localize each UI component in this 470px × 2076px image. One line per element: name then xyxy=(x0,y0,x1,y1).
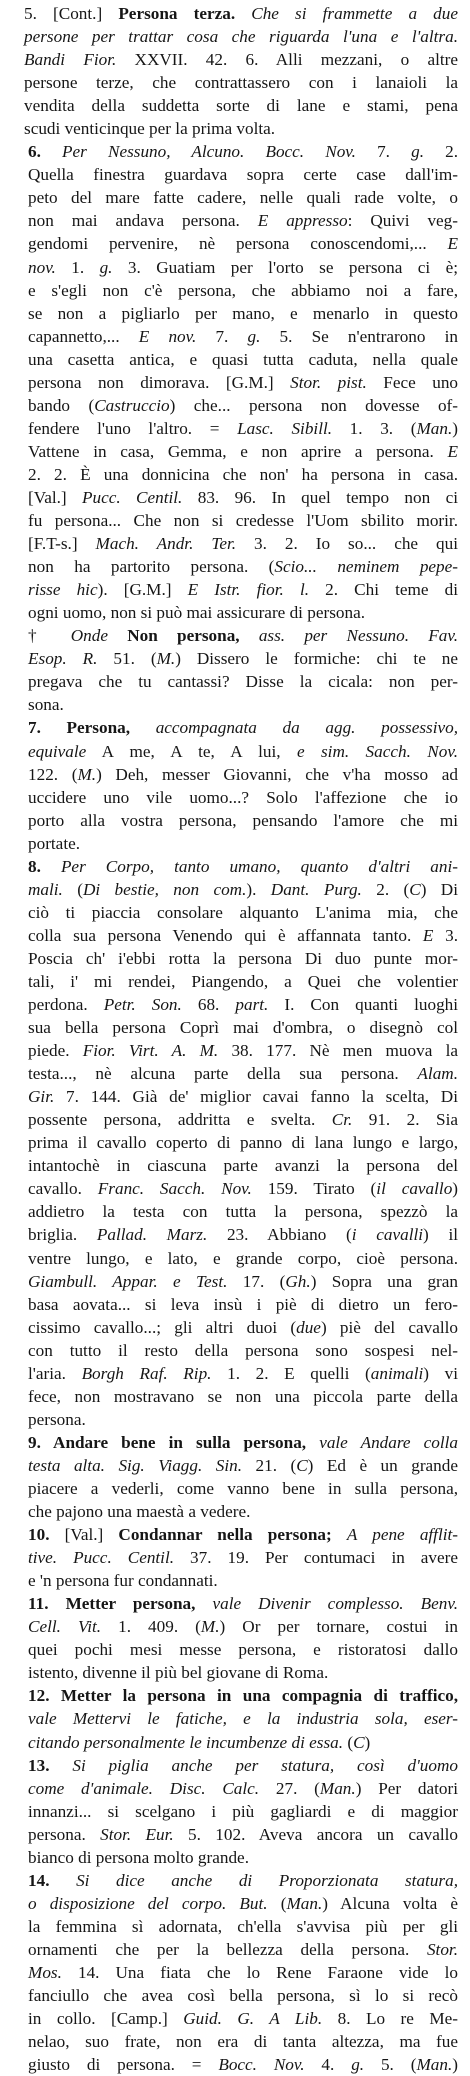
text-line: perdona. Petr. Son. 68. part. I. Con quanti luoghi xyxy=(28,995,459,1015)
text-line: non ha partorito persona. (Scio... neminem pepe- xyxy=(28,557,458,577)
text-line: fendere l'uno l'altro. = Lasc. Sibill. 1. 3. (Man.) xyxy=(28,418,458,438)
text-line: l'aria. Borgh Raf. Rip. 1. 2. E quelli (animali) vi xyxy=(28,1363,458,1383)
text-line: addietro la testa con tutta la persona, spezzò la xyxy=(28,1202,458,1222)
text-line: portate. xyxy=(28,833,81,853)
text-line: fu persona... Che non si credesse l'Uom sbilito morir. xyxy=(28,511,458,531)
text-line: cavallo. Franc. Sacch. Nov. 159. Tirato (il cavallo) xyxy=(28,1179,459,1199)
text-line: 6. Per Nessuno, Alcuno. Bocc. Nov. 7. g. 2. xyxy=(28,142,459,162)
text-line: Vattene in casa, Gemma, e non aprire a persona. E xyxy=(28,441,458,461)
text-line: innanzi... si scelgano i più gagliardi e di maggior xyxy=(28,1801,458,1821)
text-line: persona non dimorava. [G.M.] Stor. pist. Fece uno xyxy=(28,372,459,392)
text-line: non mai andava persona. E appresso: Quivi veg- xyxy=(28,211,458,231)
text-line: 122. (M.) Deh, messer Giovanni, che v'ha mosso ad xyxy=(28,764,458,784)
entry-11 xyxy=(18,1592,458,1684)
text-line: testa..., nè alcuna parte della sua persona. Alam. xyxy=(28,1064,458,1084)
text-line: 11. Metter persona, vale Divenir complesso. Benv. xyxy=(28,1594,459,1614)
entry-9 xyxy=(18,1431,458,1523)
text-line: 13. Si piglia anche per statura, così d'uomo xyxy=(28,1755,459,1775)
text-line: tali, i' mi rendei, Piangendo, a Quei che volentier xyxy=(28,971,458,991)
text-line: colla sua persona Venendo qui è affannata tanto. E 3. xyxy=(28,925,458,945)
text-line: scudi venticinque per la prima volta. xyxy=(24,119,276,139)
text-line: ciò ti piaccia consolare alquanto L'anima mia, che xyxy=(28,902,458,922)
text-line: Giambull. Appar. e Test. 17. (Gh.) Sopra una gran xyxy=(28,1271,458,1291)
text-line: bianco di persona molto grande. xyxy=(28,1847,249,1867)
text-line: persone terze, che contrattassero con i lanaioli la xyxy=(24,73,458,93)
text-line: la femmina sì adornata, ch'ella s'avvisa più per gli xyxy=(28,1916,458,1936)
text-line: se non a pigliarlo per mano, e menarlo in questo xyxy=(28,303,458,323)
text-line: possente persona, addritta e svelta. Cr. 91. 2. Sia xyxy=(28,1110,458,1130)
text-line: vendita della suddetta sorte di lane e stami, pena xyxy=(24,96,458,116)
text-line: e s'egli non c'è persona, che abbiamo noi a fare, xyxy=(28,280,458,300)
text-line: Esop. R. 51. (M.) Dissero le formiche: chi te ne xyxy=(28,649,459,669)
text-line: persona. Stor. Eur. 5. 102. Aveva ancora un cavallo xyxy=(28,1824,459,1844)
text-line: 10. [Val.] Condannar nella persona; A pene afflit- xyxy=(28,1525,459,1545)
entry-12 xyxy=(18,1684,458,1753)
text-line: intantochè in ciascuna parte avanzi la persona del xyxy=(28,1156,458,1176)
text-line: capannetto,... E nov. 7. g. 5. Se n'entrarono in xyxy=(28,326,459,346)
text-line: gendomi pervenire, nè persona conoscendomi,... E xyxy=(28,234,458,254)
text-line: Mos. 14. Una fiata che lo Rene Faraone vide lo xyxy=(28,1962,458,1982)
text-line: una casetta antica, e quasi tutta caduta, nella quale xyxy=(28,349,458,369)
text-line: fece, non mostravano se non una piccola parte della xyxy=(28,1386,458,1406)
text-line: Gir. 7. 144. Già de' miglior cavai fanno la scelta, Di xyxy=(28,1087,458,1107)
text-line: istento, divenne il più bel giovane di Roma. xyxy=(28,1663,329,1683)
text-line: Poscia ch' i'ebbi rotta la persona Di duo punte mor- xyxy=(28,948,458,968)
text-line: che pajono una maestà a vedere. xyxy=(28,1502,251,1522)
entry-10 xyxy=(18,1523,458,1592)
text-line: 9. Andare bene in sulla persona, vale Andare colla xyxy=(28,1432,458,1452)
text-line: † Onde Non persona, ass. per Nessuno. Fav. xyxy=(28,626,458,646)
text-line: equivale A me, A te, A lui, e sim. Sacch. Nov. xyxy=(28,741,458,761)
text-line: fanciullo che avea così bella persona, sì lo si recò xyxy=(28,1986,458,2006)
text-line: Cell. Vit. 1. 409. (M.) Or per tornare, costui in xyxy=(28,1617,458,1637)
text-line: piede. Fior. Virt. A. M. 38. 177. Nè men muova la xyxy=(28,1041,458,1061)
text-line: briglia. Pallad. Marz. 23. Abbiano (i cavalli) il xyxy=(28,1225,459,1245)
text-line: quei pochi mesi messe persona, e ristoratosi dallo xyxy=(28,1640,458,1660)
text-line: risse hic). [G.M.] E Istr. fior. l. 2. Chi teme di xyxy=(28,580,458,600)
entry-7 xyxy=(18,716,458,854)
entry-5-cont xyxy=(18,2,458,140)
text-line: cissimo cavallo...; gli altri duoi (due) piè del cavallo xyxy=(28,1317,458,1337)
text-line: o disposizione del corpo. But. (Man.) Alcuna volta è xyxy=(28,1893,458,1913)
text-line: peto del mare fatte cadere, nelle quali rade volte, o xyxy=(28,188,458,208)
text-line: ventre lungo, e lato, e grande corpo, cioè persona. xyxy=(28,1248,458,1268)
text-line: persone per trattar cosa che riguarda l'una e l'altra. xyxy=(24,27,458,47)
text-line: 7. Persona, accompagnata da agg. possessivo, xyxy=(28,718,458,738)
text-line: piacere a vederli, come vanno bene in sulla persona, xyxy=(28,1479,458,1498)
text-line: come d'animale. Disc. Calc. 27. (Man.) Per datori xyxy=(28,1778,458,1798)
text-line: pregava che tu cantassi? Disse la cicala: non per- xyxy=(28,672,458,692)
text-line: persona. xyxy=(28,1409,86,1429)
text-line: 5. [Cont.] Persona terza. Che si frammette a due xyxy=(24,4,458,23)
text-line: Bandi Fior. XXVII. 42. 6. Alli mezzani, o altre xyxy=(24,50,458,70)
text-line: e 'n persona fur condannati. xyxy=(28,1571,218,1591)
text-line: ogni uomo, non si può mai assicurare di persona. xyxy=(28,603,366,623)
text-line: sona. xyxy=(28,695,64,715)
text-line: prima il cavallo coperto di panno di lana lungo e largo, xyxy=(28,1133,458,1153)
entry-14 xyxy=(18,1869,458,2076)
text-line: testa alta. Sig. Viagg. Sin. 21. (C) Ed è un grande xyxy=(28,1455,458,1475)
entry-6 xyxy=(18,140,458,624)
text-line: porto alla vostra persona, pensando l'amore che mi xyxy=(28,810,458,830)
entry-13 xyxy=(18,1754,458,1869)
text-line: nov. 1. g. 3. Guatiam per l'orto se persona ci è; xyxy=(28,257,458,277)
text-line: bando (Castruccio) che... persona non dovesse of- xyxy=(28,395,459,415)
text-line: [Val.] Pucc. Centil. 83. 96. In quel tempo non ci xyxy=(28,487,458,507)
text-line: giusto di persona. = Bocc. Nov. 4. g. 5. (Man.) xyxy=(28,2055,458,2075)
text-line: Quella finestra guardava sopra certe case dall'im- xyxy=(28,165,458,185)
text-line: citando personalmente le incumbenze di essa. (C) xyxy=(28,1732,371,1752)
text-line: tive. Pucc. Centil. 37. 19. Per contumaci in avere xyxy=(28,1548,459,1568)
text-line: in collo. [Camp.] Guid. G. A Lib. 8. Lo re Me- xyxy=(28,2009,458,2029)
text-line: basa aovata... si leva insù i piè di dietro un fero- xyxy=(28,1294,458,1314)
text-line: vale Mettervi le fatiche, e la industria sola, eser- xyxy=(28,1709,458,1729)
text-line: 12. Metter la persona in una compagnia di traffico, xyxy=(28,1686,458,1706)
text-line: [F.T-s.] Mach. Andr. Ter. 3. 2. Io so... che qui xyxy=(28,534,458,554)
text-line: ornamenti che per la bellezza della persona. Stor. xyxy=(28,1939,458,1959)
text-line: 14. Si dice anche di Proporzionata statura, xyxy=(28,1870,458,1890)
entry-8 xyxy=(18,855,458,1431)
text-line: uccidere uno vile uomo...? Solo l'affezione che io xyxy=(28,787,458,807)
entry-6-dagger xyxy=(18,624,458,716)
text-line: mali. (Di bestie, non com.). Dant. Purg. 2. (C) Di xyxy=(28,879,458,899)
text-line: sua bella persona Coprì mai d'ombra, o disegnò col xyxy=(28,1018,458,1038)
text-line: con tutto il resto della persona sono sospesi nel- xyxy=(28,1340,458,1360)
text-line: 8. Per Corpo, tanto umano, quanto d'altri ani- xyxy=(28,856,458,876)
text-line: 2. 2. È una donnicina che non' ha persona in casa. xyxy=(28,464,458,484)
text-line: nelao, suo frate, non era di tanta altezza, ma fue xyxy=(28,2032,458,2052)
